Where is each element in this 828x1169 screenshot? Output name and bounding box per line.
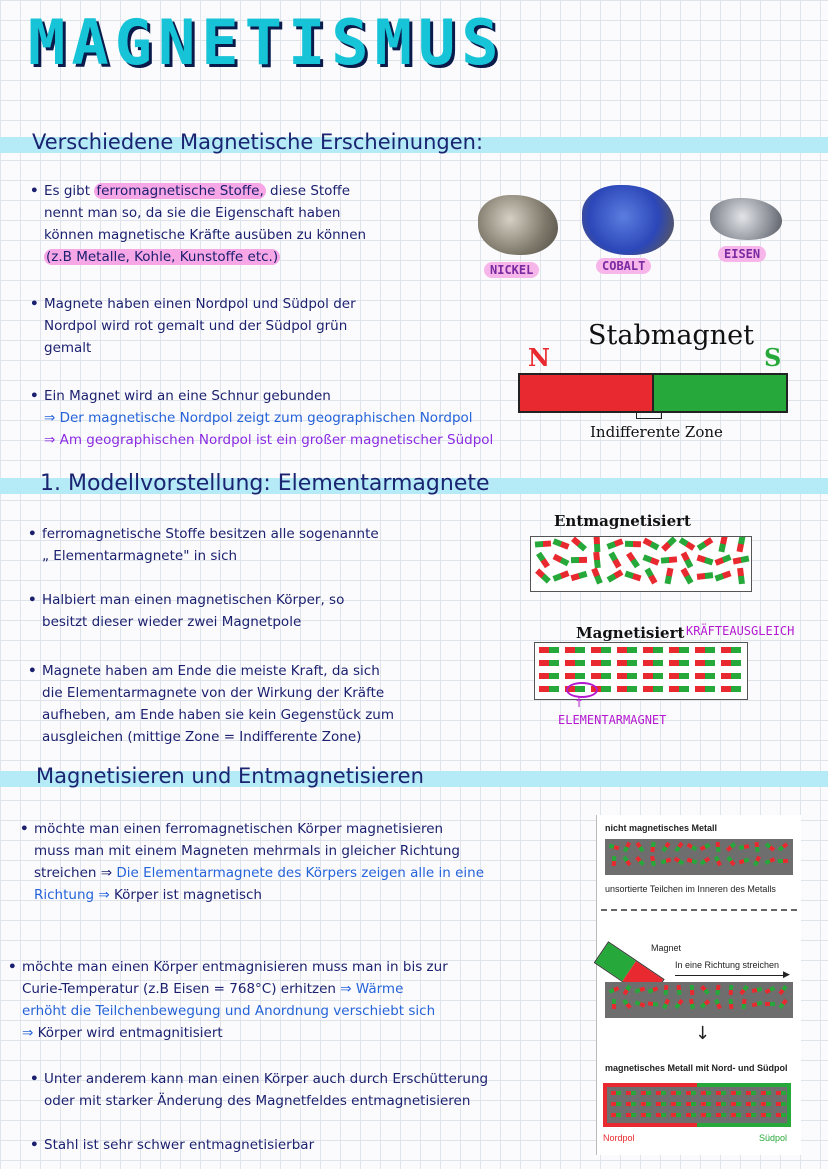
fig-particle [689,999,695,1010]
aligned-elementarmagnet [591,660,611,666]
fig-particle [765,842,775,851]
stabmagnet-title: Stabmagnet [588,320,754,351]
fig-unsorted-metal [605,839,793,875]
aligned-elementarmagnet [565,660,585,666]
random-elementarmagnet [606,538,623,549]
fig-particle [609,844,620,851]
fig-particle [674,842,683,852]
random-elementarmagnet [626,552,640,569]
fig-magnetic-metal [603,1083,791,1127]
section-title-1: Verschiedene Magnetische Erscheinungen: [32,130,484,154]
elementarmagnet-label: ELEMENTARMAGNET [558,713,667,727]
fig-particle [729,985,734,995]
fig-particle [687,843,698,851]
fig-aligned-particle [731,1113,741,1117]
fig-particle [700,857,711,866]
fig-aligned-particle [701,1102,711,1106]
random-elementarmagnet [737,568,745,585]
bullet-halbiert: • Halbiert man einen magnetischen Körper, so besitzt dieser wieder zwei Magnetpole [28,592,345,630]
magnetisiert-label: Magnetisiert [576,624,685,642]
fig-aligned-particle [641,1091,651,1095]
fig-particle [661,842,670,852]
fig-particle [664,985,669,995]
eisen-label: EISEN [718,246,766,262]
fig-particle [612,999,616,1009]
fig-aligned-particle [626,1102,636,1106]
bar-magnet-north [520,375,654,411]
aligned-elementarmagnet [643,647,663,653]
fig-particle [635,1000,646,1007]
fig-particle [609,986,620,994]
fig-particle [778,842,788,851]
entmagnetisiert-box [530,536,752,592]
eisen-rock-image [710,198,782,240]
aligned-elementarmagnet [721,647,741,653]
aligned-elementarmagnet [591,673,611,679]
fig-aligned-particle [626,1113,636,1117]
fig-particle [700,985,710,995]
aligned-elementarmagnet [721,673,741,679]
random-elementarmagnet [661,536,677,551]
fig-stroked-metal [605,982,793,1018]
fig-particle [622,999,631,1009]
fig-particle [726,842,736,852]
random-elementarmagnet [696,555,713,566]
fig-particle [674,999,683,1009]
fig-particle [714,856,722,867]
random-elementarmagnet [665,568,674,585]
bullet-stahl: • Stahl ist sehr schwer entmagnetisierbar [30,1137,315,1153]
random-elementarmagnet [643,538,660,551]
fig-aligned-particle [761,1102,771,1106]
fig-particle [623,985,632,996]
bar-magnet [518,373,788,413]
bullet-poles: • Magnete haben einen Nordpol und Südpol der Nordpol wird rot gemalt und der Südpol grün gemalt [30,296,356,356]
fig-particle [635,856,645,866]
bullet-magnetisieren: • möchte man einen ferromagnetischen Körper magnetisieren muss man mit einem Magneten mehrmals in gleicher Richtung streichen ⇒ Die Elementarmagnete des Körpers zeigen alle in eine Richtung ⇒ Körper ist magnetisch [20,821,485,903]
fig-aligned-particle [626,1091,636,1095]
aligned-elementarmagnet [721,686,741,692]
random-elementarmagnet [591,567,603,584]
aligned-elementarmagnet [617,673,637,679]
fig-aligned-particle [716,1102,726,1106]
aligned-elementarmagnet [695,660,715,666]
fig-particle [648,986,659,993]
fig-particle [677,985,682,995]
fig-particle [661,858,672,865]
fig-particle [612,856,617,866]
random-elementarmagnet [571,536,587,551]
page-title: MAGNETISMUS [28,6,505,79]
fig-nicht-magnetisch-label: nicht magnetisches Metall [605,823,718,833]
random-elementarmagnet [552,570,569,581]
random-elementarmagnet [718,536,727,552]
bullet-elementarmagnete: • ferromagnetische Stoffe besitzen alle sogenannte „ Elementarmagnete" in sich [28,526,379,564]
fig-suedpol-label: Südpol [759,1133,788,1143]
fig-divider [601,909,797,911]
fig-aligned-particle [716,1091,726,1095]
fig-aligned-particle [671,1091,681,1095]
aligned-elementarmagnet [565,673,585,679]
fig-aligned-particle [716,1113,726,1117]
fig-aligned-particle [656,1102,666,1106]
north-pole-label: N [528,343,550,372]
fig-aligned-particle [656,1091,666,1095]
fig-particle [752,987,763,993]
fig-unsortierte-label: unsortierte Teilchen im Inneren des Metalls [605,884,776,894]
fig-aligned-particle [701,1113,711,1117]
fig-aligned-particle [701,1091,711,1095]
random-elementarmagnet [535,540,551,547]
fig-particle [674,857,685,866]
fig-particle [778,985,787,995]
random-elementarmagnet [608,552,621,569]
random-elementarmagnet [733,556,750,565]
fig-particle [650,856,656,867]
aligned-elementarmagnet [669,673,689,679]
elementarmagnet-arrow-icon: ↑ [574,696,585,710]
section-title-3: Magnetisieren und Entmagnetisieren [36,764,424,788]
fig-particle [715,985,720,995]
bullet-erschuetterung: • Unter anderem kann man einen Körper auch durch Erschütterung oder mit starker Änderung des Magnetfeldes entmagnetisieren [30,1071,489,1109]
south-pole-label: S [764,343,782,372]
random-elementarmagnet [714,570,731,581]
fig-aligned-particle [641,1113,651,1117]
nickel-label: NICKEL [484,262,539,278]
bullet-string: • Ein Magnet wird an eine Schnur gebunden ⇒ Der magnetische Nordpol zeigt zum geographischen Nordpol ⇒ Am geographischen Nordpol ist ein großer magnetischer Südpol [30,388,494,448]
random-elementarmagnet [737,536,746,552]
fig-aligned-particle [776,1113,786,1117]
aligned-elementarmagnet [695,686,715,692]
fig-particle [622,856,631,866]
fig-aligned-particle [746,1102,756,1106]
fig-particle [648,1001,658,1006]
fig-particle [778,999,787,1009]
random-elementarmagnet [625,541,641,548]
fig-particle [714,999,722,1010]
fig-particle [726,856,735,866]
fig-aligned-particle [686,1091,696,1095]
cobalt-label: COBALT [596,258,651,274]
fig-particle [716,842,721,852]
aligned-elementarmagnet [539,673,559,679]
random-elementarmagnet [680,568,693,585]
fig-aligned-particle [776,1091,786,1095]
aligned-elementarmagnet [539,647,559,653]
zone-brace [636,412,662,419]
fig-aligned-particle [611,1102,621,1106]
fig-nordpol-label: Nordpol [603,1133,635,1143]
random-elementarmagnet [642,554,659,565]
fig-aligned-particle [731,1091,741,1095]
random-elementarmagnet [714,554,731,566]
section-title-2: 1. Modellvorstellung: Elementarmagnete [40,471,490,496]
entmagnetisiert-label: Entmagnetisiert [554,512,691,530]
random-elementarmagnet [661,556,677,563]
fig-particle [765,857,776,865]
random-elementarmagnet [607,569,624,582]
random-elementarmagnet [697,537,714,551]
fig-arrow-right-icon: ▶ [783,970,790,980]
random-elementarmagnet [644,568,657,585]
fig-particle [739,985,748,995]
fig-streichen-arrow [675,975,787,976]
fig-aligned-particle [671,1113,681,1117]
fig-aligned-particle [761,1091,771,1095]
random-elementarmagnet [570,571,587,581]
random-elementarmagnet [536,552,550,569]
fig-aligned-particle [656,1113,666,1117]
fig-streichen-label: In eine Richtung streichen [675,960,780,970]
aligned-elementarmagnet [539,660,559,666]
aligned-elementarmagnet [695,673,715,679]
fig-particle [739,844,750,850]
random-elementarmagnet [679,537,696,551]
cobalt-rock-image [582,185,674,255]
aligned-elementarmagnet [591,647,611,653]
aligned-elementarmagnet [617,686,637,692]
aligned-elementarmagnet [669,660,689,666]
fig-aligned-particle [671,1102,681,1106]
fig-aligned-particle [746,1091,756,1095]
fig-aligned-particle [686,1102,696,1106]
fig-aligned-particle [731,1102,741,1106]
fig-particle [700,999,710,1008]
kraefteausgleich-label: KRÄFTEAUSGLEICH [686,624,795,638]
bullet-entmagnetisieren: • möchte man einen Körper entmagnisieren muss man in bis zur Curie-Temperatur (z.B Eisen = 768°C) erhitzen ⇒ Wärme erhöht die Teilchenbewegung und Anordnung verschiebt sich ⇒ Körper wird entmagnitisiert [8,959,448,1041]
fig-aligned-particle [686,1113,696,1117]
fig-particle [753,856,761,867]
fig-particle [635,842,644,852]
fig-aligned-particle [746,1113,756,1117]
fig-aligned-particle [611,1113,621,1117]
random-elementarmagnet [535,568,551,583]
random-elementarmagnet [593,552,601,569]
fig-magnet-label: Magnet [651,943,682,953]
aligned-elementarmagnet [643,673,663,679]
aligned-elementarmagnet [695,647,715,653]
random-elementarmagnet [594,536,601,552]
fig-particle [739,858,750,865]
fig-aligned-particle [611,1091,621,1095]
fig-particle [765,1002,775,1006]
fig-aligned-particle [641,1102,651,1106]
aligned-elementarmagnet [617,660,637,666]
random-elementarmagnet [553,554,570,567]
fig-particle [687,858,698,865]
fig-particle [778,859,788,863]
fig-particle [765,986,776,994]
fig-particle [752,1001,763,1008]
random-elementarmagnet [552,538,569,549]
random-elementarmagnet [571,557,587,563]
fig-particle [700,843,711,851]
fig-arrow-down-icon: ↓ [695,1023,711,1044]
fig-particle [741,999,746,1009]
fig-south-bottom-border [697,1123,791,1127]
fig-particle [650,842,655,852]
bar-magnet-south [654,375,786,411]
aligned-elementarmagnet [643,660,663,666]
fig-particle [662,999,670,1010]
random-elementarmagnet [681,552,694,569]
fig-particle [623,842,631,853]
nickel-rock-image [478,195,558,255]
fig-particle [729,999,734,1009]
fig-magnetisch-label: magnetisches Metall mit Nord- und Südpol [605,1063,788,1073]
indifferent-zone-label: Indifferente Zone [590,423,723,441]
fig-particle [635,987,646,994]
aligned-elementarmagnet [539,686,559,692]
bullet-ende-kraft: • Magnete haben am Ende die meiste Kraft, da sich die Elementarmagnete von der Wirkung der Kräfte aufheben, am Ende haben sie kein Gegenstück zum ausgleichen (mittige Zone = Indifferente Zone) [28,663,395,745]
aligned-elementarmagnet [669,686,689,692]
fig-aligned-particle [776,1102,786,1106]
fig-particle [754,842,759,852]
magnetisieren-figure [596,815,801,1155]
fig-south-top-border [697,1083,791,1087]
bullet-ferromagnetic: • Es gibt ferromagnetische Stoffe, diese Stoffe nennt man so, da sie die Eigenschaft haben können magnetische Kräfte ausüben zu können (z.B Metalle, Kohle, Kunstoffe etc.) [30,183,367,265]
aligned-elementarmagnet [643,686,663,692]
fig-particle [690,985,695,995]
random-elementarmagnet [697,572,714,580]
aligned-elementarmagnet [721,660,741,666]
fig-aligned-particle [761,1113,771,1117]
aligned-elementarmagnet [669,647,689,653]
aligned-elementarmagnet [565,647,585,653]
aligned-elementarmagnet [617,647,637,653]
random-elementarmagnet [624,571,641,582]
